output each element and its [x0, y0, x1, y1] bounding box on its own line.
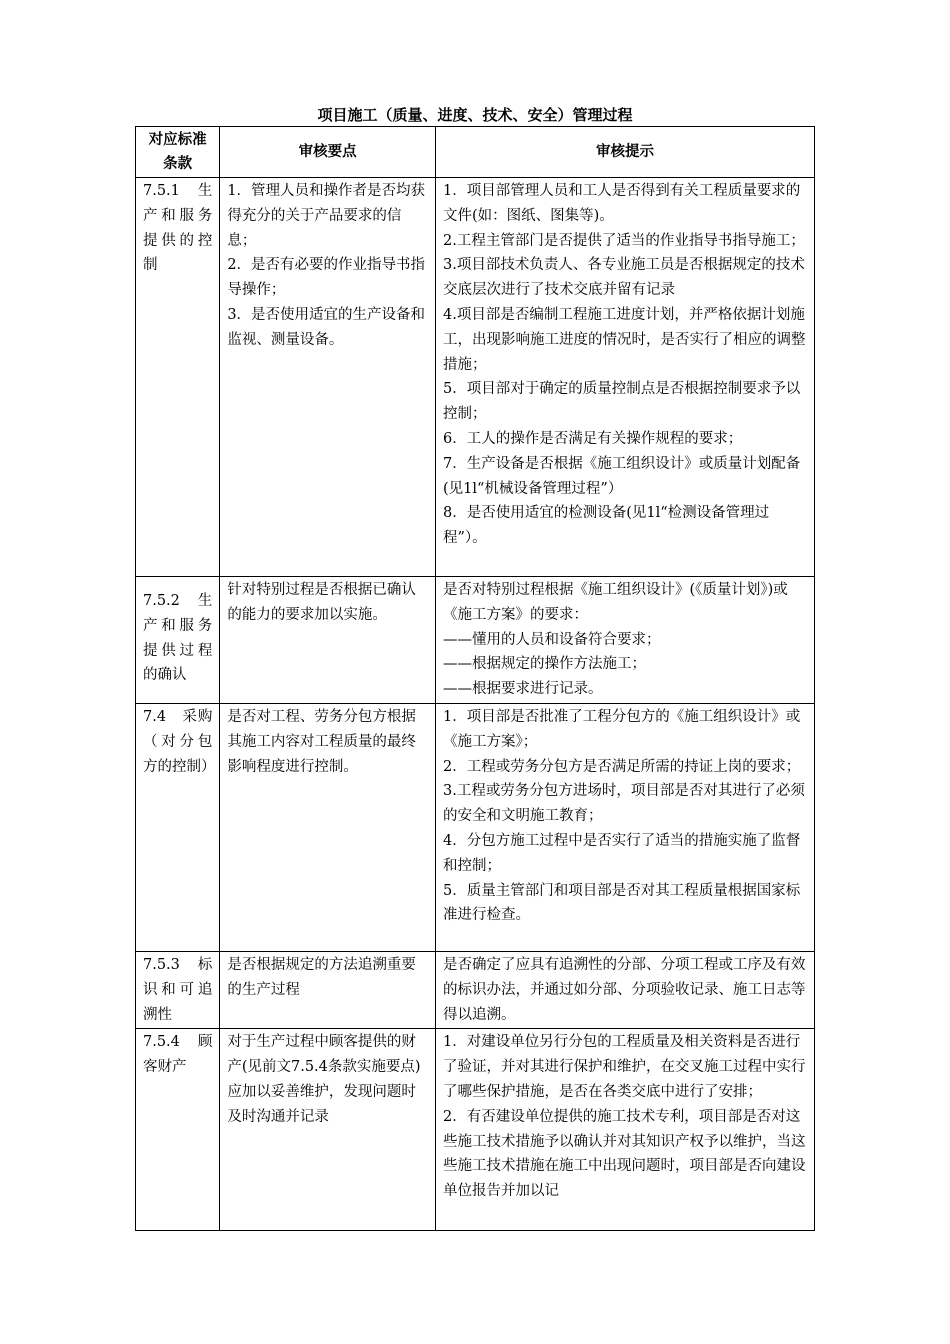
table-row — [136, 951, 815, 1028]
point-item: 是否对工程、劳务分包方根据其施工内容对工程质量的最终影响程度进行控制。 — [227, 708, 416, 775]
point-item: 1．管理人员和操作者是否均获得充分的关于产品要求的信息； — [227, 183, 426, 249]
hint-item: 2．有否建设单位提供的施工技术专利，项目部是否对这些施工技术措施予以确认并对其知识产权予以维护，当这些施工技术措施在施工中出现问题时，项目部是否向建设单位报告并加以记 — [442, 1108, 806, 1200]
clause-cell: 7.5.2 生产和服务提供过程的确认 — [136, 577, 220, 704]
table-row — [136, 577, 815, 704]
points-cell — [220, 178, 436, 577]
hint-item: 3.项目部技术负责人、各专业施工员是否根据规定的技术交底层次进行了技术交底并留有记录 — [442, 257, 805, 299]
clause-cell: 7.5.3 标识和可追溯性 — [136, 951, 220, 1028]
hint-item: ——懂用的人员和设备符合要求； — [442, 631, 661, 648]
hint-item: 3.工程或劳务分包方进场时，项目部是否对其进行了必须的安全和文明施工教育； — [442, 783, 805, 825]
point-item: 针对特别过程是否根据已确认的能力的要求加以实施。 — [227, 582, 416, 623]
hints-cell — [435, 951, 814, 1028]
hint-item: 是否确定了应具有追溯性的分部、分项工程或工序及有效的标识办法，并通过如分部、分项验收记录、施工日志等得以追溯。 — [442, 956, 806, 1023]
hint-item: 5．项目部对于确定的质量控制点是否根据控制要求予以控制； — [442, 381, 801, 423]
hint-item: 是否对特别过程根据《施工组织设计》(《质量计划》)或《施工方案》的要求： — [442, 582, 788, 623]
points-cell — [220, 577, 436, 704]
point-item: 2．是否有必要的作业指导书指导操作； — [227, 257, 426, 299]
hints-cell — [435, 703, 814, 951]
header-clause: 对应标准条款 — [136, 127, 220, 178]
points-cell — [220, 703, 436, 951]
table-row — [136, 703, 815, 951]
hint-item: 6．工人的操作是否满足有关操作规程的要求； — [442, 430, 743, 447]
clause-cell: 7.5.4 顾客财产 — [136, 1029, 220, 1231]
table-row — [136, 1029, 815, 1231]
points-cell — [220, 1029, 436, 1231]
point-item: 是否根据规定的方法追溯重要的生产过程 — [227, 956, 416, 998]
hint-item: ——根据要求进行记录。 — [442, 681, 603, 698]
audit-table — [135, 126, 815, 1231]
hint-item: 8．是否使用适宜的检测设备(见1l“检测设备管理过程”）。 — [442, 505, 770, 547]
hint-item: 1．项目部管理人员和工人是否得到有关工程质量要求的文件(如：图纸、图集等)。 — [442, 183, 801, 224]
hints-cell — [435, 577, 814, 704]
hint-item: ——根据规定的操作方法施工； — [442, 656, 646, 673]
clause-cell: 7.5.1 生产和服务提供的控制 — [136, 178, 220, 577]
clause-cell: 7.4 采购（对分包方的控制） — [136, 703, 220, 951]
hints-cell — [435, 178, 814, 577]
hint-item: 2.工程主管部门是否提供了适当的作业指导书指导施工； — [442, 232, 805, 249]
hint-item: 1．项目部是否批准了工程分包方的《施工组织设计》或《施工方案》； — [442, 708, 801, 750]
hint-item: 1．对建设单位另行分包的工程质量及相关资料是否进行了验证，并对其进行保护和维护，在交叉施工过程中实行了哪些保护措施，是否在各类交底中进行了安排； — [442, 1034, 806, 1100]
hint-item: 5．质量主管部门和项目部是否对其工程质量根据国家标准进行检查。 — [442, 882, 801, 924]
point-item: 3．是否使用适宜的生产设备和监视、测量设备。 — [227, 306, 426, 348]
hints-cell — [435, 1029, 814, 1231]
table-row — [136, 178, 815, 577]
hints-clip — [443, 1030, 807, 1228]
hint-item: 4.项目部是否编制工程施工进度计划，并严格依据计划施工，出现影响施工进度的情况时，是否实行了相应的调整措施； — [442, 306, 806, 373]
header-points: 审核要点 — [220, 127, 436, 178]
header-hints: 审核提示 — [435, 127, 814, 178]
point-item: 对于生产过程中顾客提供的财产(见前文7.5.4条款实施要点)应加以妥善维护，发现问题时及时沟通并记录 — [227, 1034, 421, 1125]
hint-item: 4．分包方施工过程中是否实行了适当的措施实施了监督和控制； — [442, 832, 801, 874]
page-title: 项目施工（质量、进度、技术、安全）管理过程 — [317, 106, 633, 124]
hint-item: 7．生产设备是否根据《施工组织设计》或质量计划配备(见1l“机械设备管理过程”） — [442, 455, 801, 497]
points-cell — [220, 951, 436, 1028]
hint-item: 2．工程或劳务分包方是否满足所需的持证上岗的要求； — [442, 758, 801, 775]
table-header-row — [136, 127, 815, 178]
